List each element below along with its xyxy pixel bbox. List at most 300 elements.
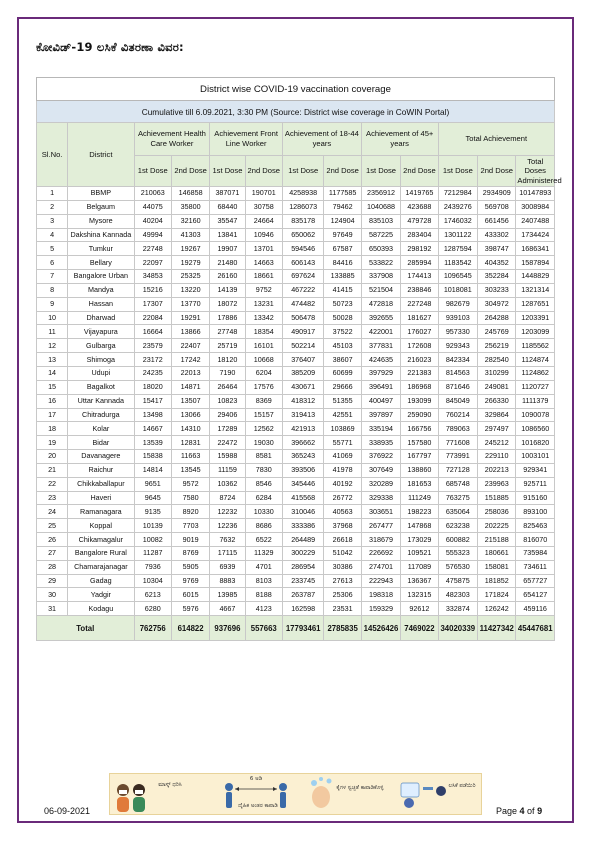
row-value: 9572 xyxy=(171,477,209,491)
row-value: 40204 xyxy=(134,214,171,228)
row-value: 6522 xyxy=(245,533,282,547)
row-value: 479728 xyxy=(401,214,438,228)
row-value: 1746032 xyxy=(438,214,477,228)
table-row xyxy=(37,311,555,325)
table-row xyxy=(37,200,555,214)
row-value: 210063 xyxy=(134,187,171,201)
row-value: 181852 xyxy=(478,574,516,588)
row-value: 10304 xyxy=(134,574,171,588)
row-value: 186968 xyxy=(401,380,438,394)
row-value: 60699 xyxy=(324,366,361,380)
row-value: 1287594 xyxy=(438,242,477,256)
row-value: 10082 xyxy=(134,533,171,547)
row-value: 25306 xyxy=(324,588,361,602)
header-dose2: 2nd Dose xyxy=(245,156,282,187)
header-dose2: 2nd Dose xyxy=(478,156,516,187)
row-district: Bidar xyxy=(68,436,134,450)
row-slno: 22 xyxy=(37,477,68,491)
footer-page-number xyxy=(496,806,542,816)
header-dose1: 1st Dose xyxy=(134,156,171,187)
row-value: 474482 xyxy=(282,297,324,311)
row-value: 146858 xyxy=(171,187,209,201)
table-row xyxy=(37,380,555,394)
row-value: 267477 xyxy=(361,519,400,533)
table-row xyxy=(37,491,555,505)
row-value: 13841 xyxy=(210,228,245,242)
row-value: 4701 xyxy=(245,560,282,574)
row-value: 13231 xyxy=(245,297,282,311)
row-value: 8103 xyxy=(245,574,282,588)
row-value: 606143 xyxy=(282,256,324,270)
row-value: 657727 xyxy=(516,574,555,588)
total-value: 34020339 xyxy=(438,616,477,641)
row-value: 50028 xyxy=(324,311,361,325)
row-value: 11159 xyxy=(210,463,245,477)
row-value: 7580 xyxy=(171,491,209,505)
row-slno: 2 xyxy=(37,200,68,214)
row-value: 166756 xyxy=(401,422,438,436)
row-value: 845049 xyxy=(438,394,477,408)
row-district: Belgaum xyxy=(68,200,134,214)
row-value: 929341 xyxy=(516,463,555,477)
row-value: 8546 xyxy=(245,477,282,491)
row-slno: 23 xyxy=(37,491,68,505)
row-value: 8724 xyxy=(210,491,245,505)
page-current: 4 xyxy=(519,806,525,816)
row-value: 1734424 xyxy=(516,228,555,242)
row-district: Shimoga xyxy=(68,353,134,367)
row-value: 297497 xyxy=(478,422,516,436)
row-value: 1286073 xyxy=(282,200,324,214)
table-row xyxy=(37,436,555,450)
row-value: 50723 xyxy=(324,297,361,311)
row-value: 1301122 xyxy=(438,228,477,242)
header-group-18-44: Achievement of 18-44 years xyxy=(282,123,361,156)
row-value: 174413 xyxy=(401,270,438,284)
row-district: Yadgir xyxy=(68,588,134,602)
row-value: 2407488 xyxy=(516,214,555,228)
row-value: 22013 xyxy=(171,366,209,380)
row-value: 133885 xyxy=(324,270,361,284)
row-value: 307649 xyxy=(361,463,400,477)
table-row xyxy=(37,560,555,574)
row-slno: 11 xyxy=(37,325,68,339)
page-of: of xyxy=(524,806,538,816)
table-row xyxy=(37,450,555,464)
table-row xyxy=(37,588,555,602)
row-value: 13985 xyxy=(210,588,245,602)
row-value: 661456 xyxy=(478,214,516,228)
row-slno: 26 xyxy=(37,533,68,547)
row-value: 13770 xyxy=(171,297,209,311)
row-value: 10946 xyxy=(245,228,282,242)
header-dose2: 2nd Dose xyxy=(171,156,209,187)
row-value: 7190 xyxy=(210,366,245,380)
row-value: 226692 xyxy=(361,546,400,560)
row-value: 650393 xyxy=(361,242,400,256)
row-value: 23531 xyxy=(324,602,361,616)
row-district: Bangalore Urban xyxy=(68,270,134,284)
row-value: 396491 xyxy=(361,380,400,394)
row-value: 198223 xyxy=(401,505,438,519)
row-value: 41069 xyxy=(324,450,361,464)
row-value: 13866 xyxy=(171,325,209,339)
row-value: 1003101 xyxy=(516,450,555,464)
row-value: 1203391 xyxy=(516,311,555,325)
row-value: 24235 xyxy=(134,366,171,380)
row-value: 181653 xyxy=(401,477,438,491)
row-value: 14663 xyxy=(245,256,282,270)
row-value: 26772 xyxy=(324,491,361,505)
page-heading: ಕೋವಿಡ್-19 ಲಸಿಕೆ ವಿತರಣಾ ವಿವರ: xyxy=(36,40,184,54)
row-district: BBMP xyxy=(68,187,134,201)
row-value: 8188 xyxy=(245,588,282,602)
row-value: 7212984 xyxy=(438,187,477,201)
row-value: 6939 xyxy=(210,560,245,574)
row-value: 44075 xyxy=(134,200,171,214)
row-value: 835103 xyxy=(361,214,400,228)
row-value: 404352 xyxy=(478,256,516,270)
row-value: 79462 xyxy=(324,200,361,214)
row-value: 30758 xyxy=(245,200,282,214)
row-value: 303651 xyxy=(361,505,400,519)
row-value: 816070 xyxy=(516,533,555,547)
row-value: 22748 xyxy=(134,242,171,256)
row-value: 202213 xyxy=(478,463,516,477)
row-value: 264288 xyxy=(478,311,516,325)
row-value: 13220 xyxy=(171,283,209,297)
row-value: 42551 xyxy=(324,408,361,422)
row-value: 171824 xyxy=(478,588,516,602)
row-value: 25719 xyxy=(210,339,245,353)
row-value: 266330 xyxy=(478,394,516,408)
row-value: 7632 xyxy=(210,533,245,547)
row-value: 385209 xyxy=(282,366,324,380)
row-value: 6204 xyxy=(245,366,282,380)
row-value: 238846 xyxy=(401,283,438,297)
row-value: 773991 xyxy=(438,450,477,464)
row-value: 1321314 xyxy=(516,283,555,297)
row-value: 763275 xyxy=(438,491,477,505)
row-value: 256219 xyxy=(478,339,516,353)
row-value: 587225 xyxy=(361,228,400,242)
header-group-flw: Achievement Front Line Worker xyxy=(210,123,283,156)
banner-text-vaccine: ಲಸಿಕೆ ಪಡೆಯಿರಿ xyxy=(448,783,476,789)
table-row xyxy=(37,325,555,339)
row-value: 216023 xyxy=(401,353,438,367)
row-value: 9645 xyxy=(134,491,171,505)
row-value: 147868 xyxy=(401,519,438,533)
row-value: 430671 xyxy=(282,380,324,394)
total-value: 45447681 xyxy=(516,616,555,641)
row-value: 136367 xyxy=(401,574,438,588)
row-value: 569708 xyxy=(478,200,516,214)
total-value: 17793461 xyxy=(282,616,324,641)
total-label: Total xyxy=(37,616,135,641)
row-value: 14667 xyxy=(134,422,171,436)
row-value: 9135 xyxy=(134,505,171,519)
row-value: 939103 xyxy=(438,311,477,325)
row-value: 285994 xyxy=(401,256,438,270)
row-value: 392655 xyxy=(361,311,400,325)
row-value: 17307 xyxy=(134,297,171,311)
total-value: 762756 xyxy=(134,616,171,641)
header-dose1: 1st Dose xyxy=(361,156,400,187)
row-value: 49994 xyxy=(134,228,171,242)
row-value: 18354 xyxy=(245,325,282,339)
row-value: 22084 xyxy=(134,311,171,325)
row-value: 600882 xyxy=(438,533,477,547)
row-slno: 6 xyxy=(37,256,68,270)
row-value: 10147893 xyxy=(516,187,555,201)
row-district: Udupi xyxy=(68,366,134,380)
row-value: 151885 xyxy=(478,491,516,505)
row-value: 12831 xyxy=(171,436,209,450)
row-value: 25325 xyxy=(171,270,209,284)
row-value: 92612 xyxy=(401,602,438,616)
row-value: 27748 xyxy=(210,325,245,339)
row-value: 5976 xyxy=(171,602,209,616)
row-value: 338935 xyxy=(361,436,400,450)
row-value: 337908 xyxy=(361,270,400,284)
row-value: 16101 xyxy=(245,339,282,353)
header-dose1: 1st Dose xyxy=(282,156,324,187)
row-value: 835178 xyxy=(282,214,324,228)
table-row xyxy=(37,283,555,297)
row-value: 23579 xyxy=(134,339,171,353)
row-value: 1124862 xyxy=(516,366,555,380)
row-value: 6280 xyxy=(134,602,171,616)
row-value: 1203099 xyxy=(516,325,555,339)
header-dose1: 1st Dose xyxy=(438,156,477,187)
row-district: Raichur xyxy=(68,463,134,477)
row-value: 19030 xyxy=(245,436,282,450)
row-district: Dharwad xyxy=(68,311,134,325)
row-slno: 20 xyxy=(37,450,68,464)
row-value: 319413 xyxy=(282,408,324,422)
row-value: 418312 xyxy=(282,394,324,408)
row-value: 29406 xyxy=(210,408,245,422)
row-district: Tumkur xyxy=(68,242,134,256)
row-value: 2439276 xyxy=(438,200,477,214)
table-row xyxy=(37,297,555,311)
row-value: 41303 xyxy=(171,228,209,242)
row-value: 13507 xyxy=(171,394,209,408)
row-value: 925711 xyxy=(516,477,555,491)
row-value: 734611 xyxy=(516,560,555,574)
row-value: 1183542 xyxy=(438,256,477,270)
row-slno: 28 xyxy=(37,560,68,574)
row-value: 1177585 xyxy=(324,187,361,201)
row-value: 397897 xyxy=(361,408,400,422)
header-district: District xyxy=(68,123,134,187)
row-value: 533822 xyxy=(361,256,400,270)
row-value: 68440 xyxy=(210,200,245,214)
row-value: 814563 xyxy=(438,366,477,380)
row-slno: 29 xyxy=(37,574,68,588)
row-value: 37522 xyxy=(324,325,361,339)
row-value: 424635 xyxy=(361,353,400,367)
header-slno: Sl.No. xyxy=(37,123,68,187)
table-row xyxy=(37,574,555,588)
header-dose2: 2nd Dose xyxy=(324,156,361,187)
total-row xyxy=(37,616,555,641)
row-value: 15988 xyxy=(210,450,245,464)
row-value: 15838 xyxy=(134,450,171,464)
row-value: 229110 xyxy=(478,450,516,464)
row-value: 415568 xyxy=(282,491,324,505)
header-group-45plus: Achievement of 45+ years xyxy=(361,123,438,156)
table-row xyxy=(37,422,555,436)
row-value: 789063 xyxy=(438,422,477,436)
row-value: 475875 xyxy=(438,574,477,588)
row-value: 1448829 xyxy=(516,270,555,284)
row-value: 249081 xyxy=(478,380,516,394)
row-slno: 3 xyxy=(37,214,68,228)
row-value: 111249 xyxy=(401,491,438,505)
row-value: 365243 xyxy=(282,450,324,464)
row-slno: 24 xyxy=(37,505,68,519)
row-value: 422001 xyxy=(361,325,400,339)
row-value: 376922 xyxy=(361,450,400,464)
row-value: 635064 xyxy=(438,505,477,519)
row-value: 502214 xyxy=(282,339,324,353)
table-subtitle: Cumulative till 6.09.2021, 3:30 PM (Source: District wise coverage in CoWIN Portal) xyxy=(37,101,555,123)
row-value: 10668 xyxy=(245,353,282,367)
table-row xyxy=(37,187,555,201)
row-slno: 19 xyxy=(37,436,68,450)
row-value: 459116 xyxy=(516,602,555,616)
total-value: 614822 xyxy=(171,616,209,641)
table-row xyxy=(37,242,555,256)
row-value: 15157 xyxy=(245,408,282,422)
row-value: 318679 xyxy=(361,533,400,547)
row-value: 396662 xyxy=(282,436,324,450)
row-value: 377831 xyxy=(361,339,400,353)
row-value: 14310 xyxy=(171,422,209,436)
row-value: 8920 xyxy=(171,505,209,519)
row-value: 915160 xyxy=(516,491,555,505)
table-title: District wise COVID-19 vaccination coverage xyxy=(37,78,555,101)
row-value: 825463 xyxy=(516,519,555,533)
row-value: 332874 xyxy=(438,602,477,616)
row-value: 221383 xyxy=(401,366,438,380)
table-row xyxy=(37,228,555,242)
row-value: 45103 xyxy=(324,339,361,353)
row-value: 623238 xyxy=(438,519,477,533)
hand-wash-icon xyxy=(311,777,332,808)
row-district: Kodagu xyxy=(68,602,134,616)
row-value: 400497 xyxy=(361,394,400,408)
row-value: 7830 xyxy=(245,463,282,477)
row-value: 30386 xyxy=(324,560,361,574)
row-value: 304972 xyxy=(478,297,516,311)
row-value: 13701 xyxy=(245,242,282,256)
row-district: Davanagere xyxy=(68,450,134,464)
row-value: 27613 xyxy=(324,574,361,588)
row-slno: 8 xyxy=(37,283,68,297)
row-value: 173029 xyxy=(401,533,438,547)
row-value: 158081 xyxy=(478,560,516,574)
row-district: Gulbarga xyxy=(68,339,134,353)
row-slno: 10 xyxy=(37,311,68,325)
header-group-hcw: Achievement Health Care Worker xyxy=(134,123,210,156)
row-value: 18020 xyxy=(134,380,171,394)
table-row xyxy=(37,339,555,353)
row-value: 13539 xyxy=(134,436,171,450)
header-dose1: 1st Dose xyxy=(210,156,245,187)
row-slno: 21 xyxy=(37,463,68,477)
row-value: 423688 xyxy=(401,200,438,214)
row-value: 1686341 xyxy=(516,242,555,256)
vaccine-icon xyxy=(401,783,446,808)
row-value: 286954 xyxy=(282,560,324,574)
row-value: 176027 xyxy=(401,325,438,339)
row-value: 23172 xyxy=(134,353,171,367)
row-value: 264489 xyxy=(282,533,324,547)
row-value: 180661 xyxy=(478,546,516,560)
row-value: 506478 xyxy=(282,311,324,325)
row-value: 159329 xyxy=(361,602,400,616)
row-value: 181627 xyxy=(401,311,438,325)
table-row xyxy=(37,256,555,270)
row-value: 9019 xyxy=(171,533,209,547)
row-value: 18120 xyxy=(210,353,245,367)
row-value: 157580 xyxy=(401,436,438,450)
row-value: 3008984 xyxy=(516,200,555,214)
row-district: Chikamagalur xyxy=(68,533,134,547)
row-slno: 27 xyxy=(37,546,68,560)
row-value: 263787 xyxy=(282,588,324,602)
row-district: Haveri xyxy=(68,491,134,505)
row-value: 109521 xyxy=(401,546,438,560)
page-total: 9 xyxy=(537,806,543,816)
row-district: Chikkaballapur xyxy=(68,477,134,491)
table-row xyxy=(37,353,555,367)
vaccination-table-container xyxy=(36,77,562,641)
row-value: 40192 xyxy=(324,477,361,491)
row-value: 982679 xyxy=(438,297,477,311)
row-value: 387071 xyxy=(210,187,245,201)
row-value: 1124874 xyxy=(516,353,555,367)
row-value: 26464 xyxy=(210,380,245,394)
row-value: 11663 xyxy=(171,450,209,464)
row-value: 51355 xyxy=(324,394,361,408)
row-value: 376407 xyxy=(282,353,324,367)
row-value: 16664 xyxy=(134,325,171,339)
row-value: 9651 xyxy=(134,477,171,491)
row-value: 193099 xyxy=(401,394,438,408)
row-value: 300229 xyxy=(282,546,324,560)
total-value: 14526426 xyxy=(361,616,400,641)
row-value: 303233 xyxy=(478,283,516,297)
row-value: 12232 xyxy=(210,505,245,519)
row-district: Mysore xyxy=(68,214,134,228)
row-value: 871646 xyxy=(438,380,477,394)
table-row xyxy=(37,533,555,547)
row-value: 24664 xyxy=(245,214,282,228)
row-value: 124904 xyxy=(324,214,361,228)
row-value: 17576 xyxy=(245,380,282,394)
total-value: 937696 xyxy=(210,616,245,641)
row-value: 8769 xyxy=(171,546,209,560)
row-value: 8581 xyxy=(245,450,282,464)
row-value: 771608 xyxy=(438,436,477,450)
row-value: 282540 xyxy=(478,353,516,367)
row-value: 19291 xyxy=(171,311,209,325)
row-value: 298192 xyxy=(401,242,438,256)
row-value: 320289 xyxy=(361,477,400,491)
